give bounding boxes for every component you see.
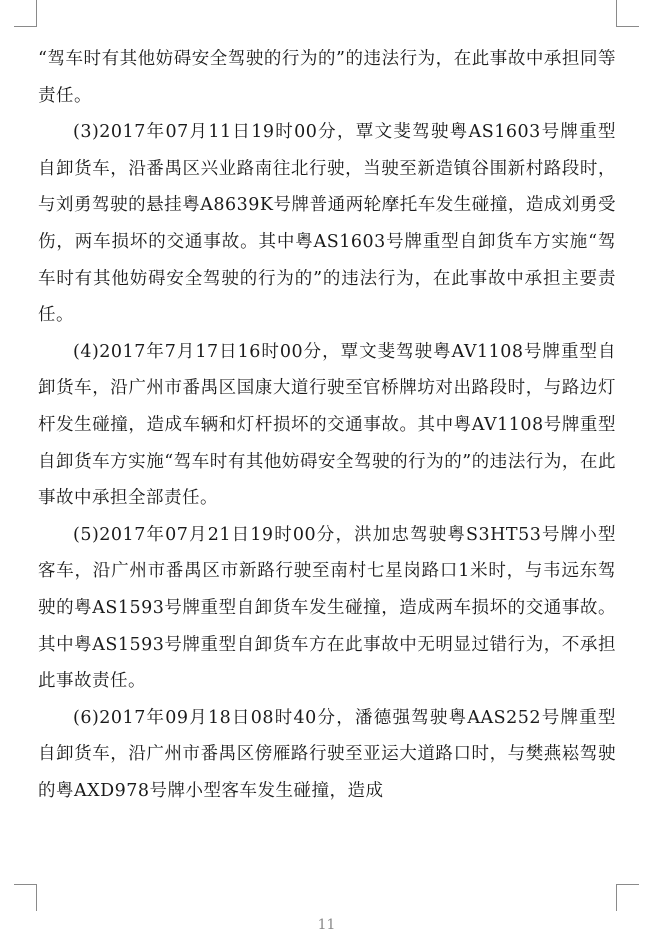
crop-mark-top-left xyxy=(14,0,37,27)
page-number: 11 xyxy=(317,917,336,933)
body-text xyxy=(38,41,616,809)
crop-mark-bottom-left xyxy=(14,884,37,911)
crop-mark-bottom-right xyxy=(616,884,639,911)
crop-mark-top-right xyxy=(616,0,639,27)
paragraph-item-5: (5)2017年07月21日19时00分，洪加忠驾驶粤S3HT53号牌小型客车，沿广州市番禺区市新路行驶至南村七星岗路口1米时，与韦远东驾驶的粤AS1593号牌重型自卸货车发生碰撞，造成两车损坏的交通事故。其中粤AS1593号牌重型自卸货车方在此事故中无明显过错行为，不承担此事故责任。 xyxy=(38,524,616,692)
paragraph-item-6: (6)2017年09月18日08时40分，潘德强驾驶粤AAS252号牌重型自卸货车，沿广州市番禺区傍雁路行驶至亚运大道路口时，与樊燕崧驾驶的粤AXD978号牌小型客车发生碰撞，造成 xyxy=(38,707,616,801)
paragraph-continued: “驾车时有其他妨碍安全驾驶的行为的”的违法行为，在此事故中承担同等责任。 xyxy=(38,49,616,106)
paragraph-item-3: (3)2017年07月11日19时00分，覃文斐驾驶粤AS1603号牌重型自卸货车，沿番禺区兴业路南往北行驶，当驶至新造镇谷围新村路段时，与刘勇驾驶的悬挂粤A8639K号牌普通两轮摩托车发生碰撞，造成刘勇受伤，两车损坏的交通事故。其中粤AS1603号牌重型自卸货车方实施“驾车时有其他妨碍安全驾驶的行为的”的违法行为，在此事故中承担主要责任。 xyxy=(38,122,616,326)
paragraph-item-4: (4)2017年7月17日16时00分，覃文斐驾驶粤AV1108号牌重型自卸货车，沿广州市番禺区国康大道行驶至官桥牌坊对出路段时，与路边灯杆发生碰撞，造成车辆和灯杆损坏的交通事故。其中粤AV1108号牌重型自卸货车方实施“驾车时有其他妨碍安全驾驶的行为的”的违法行为，在此事故中承担全部责任。 xyxy=(38,341,616,509)
